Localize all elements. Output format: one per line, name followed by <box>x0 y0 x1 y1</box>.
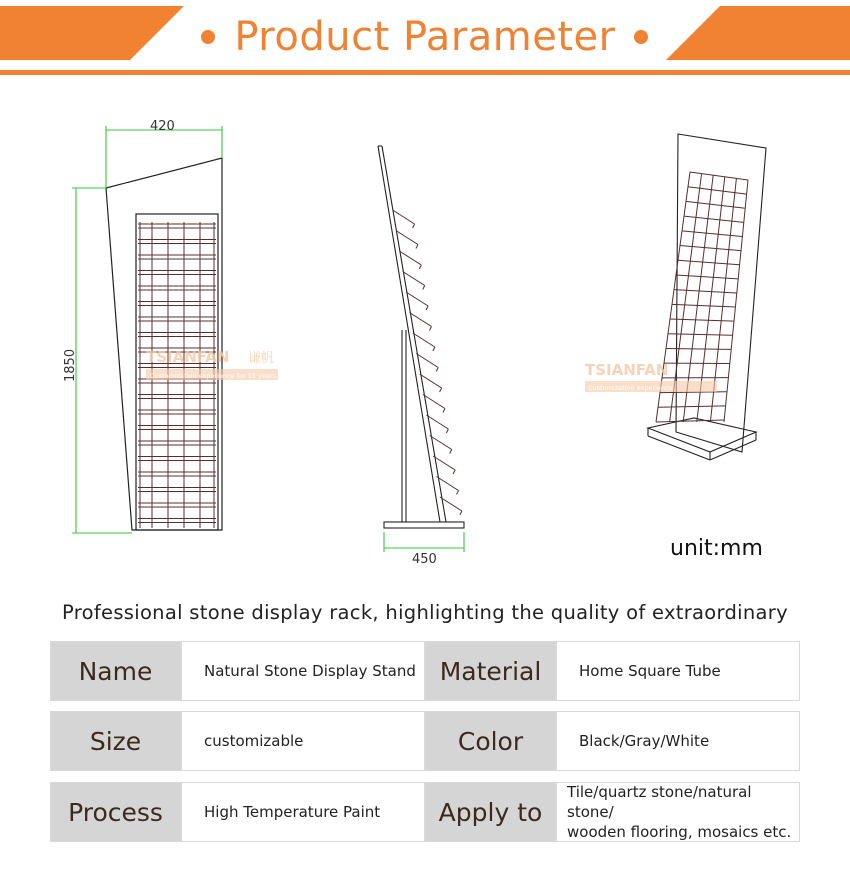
side-dimensions <box>384 532 464 552</box>
param-key: Name <box>50 641 181 701</box>
param-value: Home Square Tube <box>556 641 800 701</box>
param-row-name <box>50 641 800 701</box>
param-key: Color <box>425 711 556 771</box>
param-row-process <box>50 782 800 842</box>
param-value-line: wooden flooring, mosaics etc. <box>567 823 792 841</box>
param-value: customizable <box>181 711 425 771</box>
param-value: High Temperature Paint <box>181 782 425 842</box>
side-view-drawing <box>378 146 464 528</box>
front-view-drawing <box>106 158 222 530</box>
header-banner <box>0 0 850 80</box>
page-title: Product Parameter <box>234 14 616 60</box>
watermark-chinese: 谦帆 <box>248 351 275 366</box>
param-value: Black/Gray/White <box>556 711 800 771</box>
unit-label: unit:mm <box>670 536 763 561</box>
tagline: Professional stone display rack, highlighting the quality of extraordinary <box>62 601 788 624</box>
param-value-multiline <box>556 782 800 842</box>
watermark-tagline-right: Customization experience <box>588 384 673 392</box>
product-drawings <box>0 80 850 580</box>
param-value: Natural Stone Display Stand <box>181 641 425 701</box>
param-key: Material <box>425 641 556 701</box>
dim-width-label: 420 <box>150 119 175 134</box>
dim-height-label: 1850 <box>63 348 78 382</box>
param-key: Process <box>50 782 181 842</box>
param-key: Apply to <box>425 782 556 842</box>
watermark-brand-left: TSIANFAN <box>146 348 230 366</box>
watermark-tagline-left: Customization experience for 15 years <box>150 372 276 380</box>
watermark-brand-right: TSIANFAN <box>585 361 669 379</box>
param-key: Size <box>50 711 181 771</box>
perspective-view-drawing <box>648 134 766 460</box>
bullet-right-icon <box>634 30 648 44</box>
dim-base-label: 450 <box>412 552 437 567</box>
param-row-size <box>50 711 800 771</box>
param-value-line: Tile/quartz stone/natural stone/ <box>567 783 752 821</box>
